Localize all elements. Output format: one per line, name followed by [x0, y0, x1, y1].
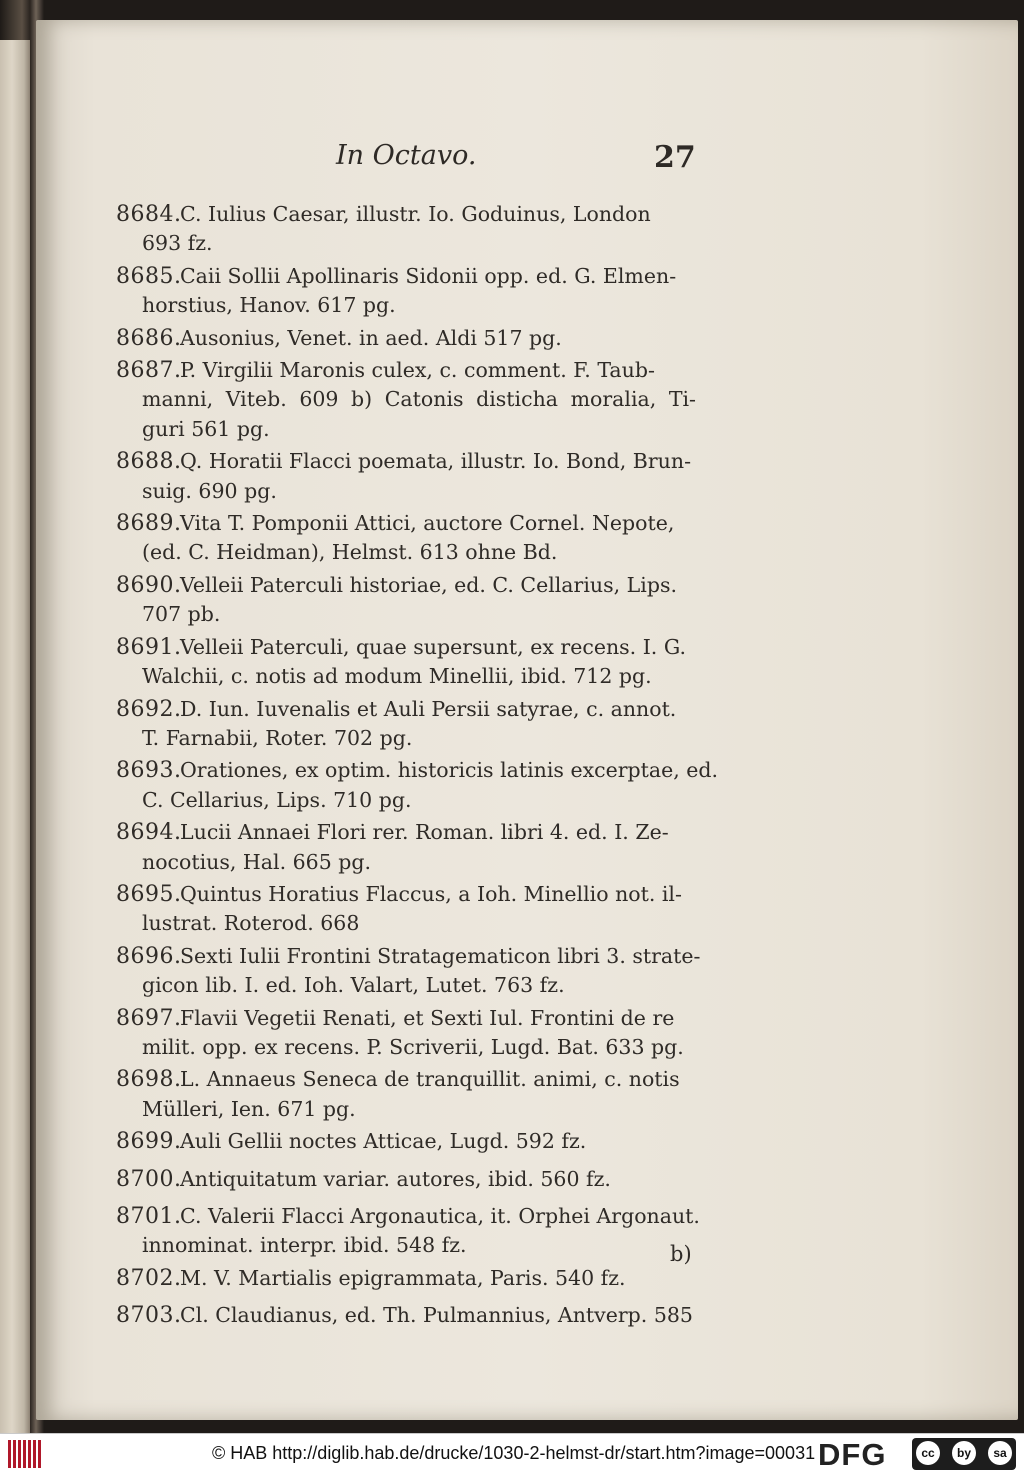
catalog-entry	[116, 1165, 696, 1194]
entry-continuation: 693 fz.	[142, 231, 213, 256]
entry-continuation: horstius, Hanov. 617 pg.	[142, 293, 396, 318]
entry-continuation: 707 pb.	[142, 602, 221, 627]
catalog-entry	[116, 571, 696, 630]
entry-text: C. Iulius Caesar, illustr. Io. Goduinus, London	[180, 202, 651, 226]
entry-first-line	[116, 571, 696, 600]
sa-icon: sa	[988, 1441, 1012, 1465]
catalog-entry	[116, 262, 696, 321]
entry-number: 8701.	[116, 1204, 182, 1229]
catchword: b)	[670, 1242, 692, 1266]
entry-first-line	[116, 356, 696, 385]
entry-first-line	[116, 200, 696, 229]
entry-continuation: Walchii, c. notis ad modum Minellii, ibid. 712 pg.	[142, 664, 652, 689]
entry-text: Velleii Paterculi, quae supersunt, ex recens. I. G.	[180, 634, 686, 659]
license-badge[interactable]	[912, 1438, 1016, 1470]
entry-text: Quintus Horatius Flaccus, a Ioh. Minellio not. il-	[180, 881, 682, 906]
entry-first-line	[116, 1065, 696, 1094]
entry-first-line	[116, 1004, 696, 1033]
entry-continuation: manni, Viteb. 609 b) Catonis disticha moralia, Ti- guri 561 pg.	[142, 387, 696, 441]
entry-text: Cl. Claudianus, ed. Th. Pulmannius, Antverp. 585	[180, 1303, 693, 1328]
entry-text: Q. Horatii Flacci poemata, illustr. Io. Bond, Brun-	[180, 449, 691, 474]
catalog-entry	[116, 880, 696, 939]
entry-text: Ausonius, Venet. in aed. Aldi 517 pg.	[180, 325, 562, 350]
hab-logo-icon	[8, 1440, 42, 1468]
entry-text: Flavii Vegetii Renati, et Sexti Iul. Frontini de re	[180, 1005, 675, 1030]
entry-first-line	[116, 942, 701, 971]
entry-number: 8695.	[116, 881, 182, 907]
entry-number: 8687.	[116, 358, 182, 384]
catalog-entry	[116, 1065, 696, 1124]
catalog-entry	[116, 695, 696, 754]
by-icon: by	[952, 1441, 976, 1465]
entry-continuation: T. Farnabii, Roter. 702 pg.	[142, 725, 413, 750]
catalog-entry	[116, 633, 696, 692]
entry-continuation: (ed. C. Heidman), Helmst. 613 ohne Bd.	[142, 540, 558, 565]
dfg-logo: DFG	[818, 1437, 887, 1472]
entry-first-line	[116, 324, 696, 353]
entry-text: Orationes, ex optim. historicis latinis excerptae, ed.	[180, 758, 719, 783]
entry-number: 8688.	[116, 449, 182, 475]
catalog-entry	[116, 1202, 700, 1261]
entry-text: Sexti Iulii Frontini Stratagematicon libri 3. strate-	[180, 943, 701, 968]
entry-number: 8703.	[116, 1303, 182, 1329]
footer-bar	[0, 1433, 1024, 1474]
entry-number: 8685.	[116, 263, 182, 289]
entry-continuation: nocotius, Hal. 665 pg.	[142, 849, 372, 874]
entry-first-line	[116, 756, 719, 785]
entry-text: Velleii Paterculi historiae, ed. C. Cellarius, Lips.	[180, 572, 677, 597]
entry-number: 8694.	[116, 820, 182, 846]
page-number: 27	[654, 140, 696, 175]
entry-first-line	[116, 818, 696, 847]
entry-continuation: Mülleri, Ien. 671 pg.	[142, 1096, 356, 1121]
catalog-entry	[116, 324, 696, 353]
catalog-entry	[116, 447, 696, 506]
entry-text: C. Valerii Flacci Argonautica, it. Orphei Argonaut.	[180, 1204, 700, 1228]
entry-number: 8692.	[116, 696, 182, 722]
entry-number: 8691.	[116, 634, 182, 660]
entry-text: L. Annaeus Seneca de tranquillit. animi, c. notis	[180, 1067, 680, 1092]
catalog-entry	[116, 756, 719, 815]
entry-number: 8699.	[116, 1129, 182, 1155]
catalog-entry	[116, 1301, 696, 1330]
entry-number: 8686.	[116, 325, 182, 351]
entry-text: P. Virgilii Maronis culex, c. comment. F. Taub-	[180, 358, 655, 383]
entry-first-line	[116, 262, 696, 291]
entry-first-line	[116, 633, 696, 662]
entry-first-line	[116, 1127, 696, 1156]
catalog-entry	[116, 942, 701, 1001]
entry-text: Lucii Annaei Flori rer. Roman. libri 4. ed. I. Ze-	[180, 820, 669, 845]
entry-text: Caii Sollii Apollinaris Sidonii opp. ed. G. Elmen-	[180, 263, 677, 288]
running-head	[0, 140, 1024, 176]
entry-number: 8690.	[116, 572, 182, 598]
entry-number: 8698.	[116, 1067, 182, 1093]
entry-number: 8696.	[116, 943, 182, 969]
entry-number: 8693.	[116, 758, 182, 784]
entry-number: 8700.	[116, 1166, 182, 1192]
entry-first-line	[116, 509, 696, 538]
cc-icon: cc	[916, 1441, 940, 1465]
catalog-entry	[116, 818, 696, 877]
catalog-entries	[116, 200, 719, 1334]
entry-continuation: gicon lib. I. ed. Ioh. Valart, Lutet. 763 fz.	[142, 973, 565, 998]
entry-text: Vita T. Pomponii Attici, auctore Cornel. Nepote,	[180, 511, 675, 536]
entry-first-line	[116, 695, 696, 724]
catalog-entry	[116, 200, 696, 259]
entry-number: 8702.	[116, 1265, 182, 1291]
entry-text: Antiquitatum variar. autores, ibid. 560 fz.	[180, 1166, 611, 1191]
entry-first-line	[116, 1264, 696, 1293]
catalog-entry	[116, 356, 696, 444]
entry-continuation: C. Cellarius, Lips. 710 pg.	[142, 787, 412, 812]
catalog-entry	[116, 1264, 696, 1293]
entry-text: M. V. Martialis epigrammata, Paris. 540 fz.	[180, 1265, 626, 1290]
entry-first-line	[116, 880, 696, 909]
entry-continuation: innominat. interpr. ibid. 548 fz.	[142, 1233, 467, 1258]
entry-continuation: suig. 690 pg.	[142, 478, 277, 503]
entry-first-line	[116, 447, 696, 476]
copyright-text[interactable]: © HAB http://diglib.hab.de/drucke/1030-2-helmst-dr/start.htm?image=00031	[212, 1443, 816, 1463]
entry-number: 8684.	[116, 202, 182, 227]
entry-number: 8689.	[116, 511, 182, 537]
running-head-title: In Octavo.	[336, 140, 477, 171]
catalog-entry	[116, 509, 696, 568]
entry-first-line	[116, 1202, 700, 1231]
entry-text: D. Iun. Iuvenalis et Auli Persii satyrae, c. annot.	[180, 696, 677, 721]
catalog-entry	[116, 1127, 696, 1156]
entry-first-line	[116, 1301, 696, 1330]
facing-page-edge	[0, 40, 30, 1433]
catalog-entry	[116, 1004, 696, 1063]
entry-first-line	[116, 1165, 696, 1194]
entry-text: Auli Gellii noctes Atticae, Lugd. 592 fz.	[180, 1129, 587, 1154]
entry-continuation: milit. opp. ex recens. P. Scriverii, Lugd. Bat. 633 pg.	[142, 1034, 684, 1059]
entry-number: 8697.	[116, 1005, 182, 1031]
entry-continuation: lustrat. Roterod. 668	[142, 911, 360, 936]
